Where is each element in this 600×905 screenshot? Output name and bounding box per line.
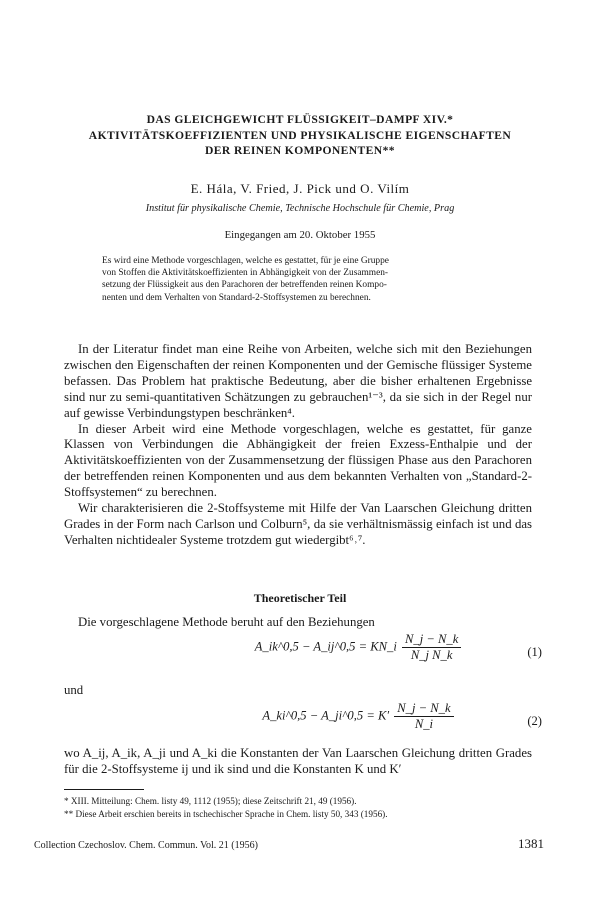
received-date: Eingegangen am 20. Oktober 1955 xyxy=(224,229,376,241)
title-line-3: DER REINEN KOMPONENTEN** xyxy=(205,144,395,157)
equation-lhs: A_ki^0,5 − A_ji^0,5 = K′ xyxy=(262,708,390,723)
fraction-numerator: N_j − N_k xyxy=(402,632,461,648)
authors: E. Hála, V. Fried, J. Pick und O. Vilím xyxy=(190,181,410,196)
abstract-line: von Stoffen die Aktivitätskoeffizienten in Abhängigkeit von der Zusammen- xyxy=(102,268,389,279)
article-title xyxy=(40,112,560,159)
footnote: * XIII. Mitteilung: Chem. listy 49, 1112 (1955); diese Zeitschrift 21, 49 (1956). xyxy=(64,796,357,806)
equation-connector: und xyxy=(64,683,84,697)
equation-expression xyxy=(194,701,524,737)
paragraph: Wir charakterisieren die 2-Stoffsysteme mit Hilfe der Van Laarschen Gleichung dritten Grades in der Form nach Carlson und Colburn⁵, da sie verhältnismässig einfach ist und das Verhalten nichtidealer Systeme trotzdem gut wiedergibt⁶˒⁷. xyxy=(64,501,532,547)
method-intro xyxy=(64,615,532,631)
equation-lhs: A_ik^0,5 − A_ij^0,5 = KN_i xyxy=(254,639,397,654)
page-number: 1381 xyxy=(518,836,544,851)
paragraph: In der Literatur findet man eine Reihe von Arbeiten, welche sich mit den Beziehungen zwischen den Eigenschaften der reinen Komponenten und der Gemische flüssiger Systeme befassen. Das Problem hat praktische Bedeutung, aber die bisher erhaltenen Ergebnisse sind nur zu semi-quantitativen Schätzungen zu gebrauchen¹⁻³, da sie sich in der Regel nur auf gewisse Verbindungstypen beschränken⁴. xyxy=(64,342,532,420)
equation-number: (2) xyxy=(527,714,542,728)
equation-expression xyxy=(194,632,524,668)
introduction xyxy=(64,342,532,549)
equation-2 xyxy=(64,701,542,737)
equation-1 xyxy=(64,632,542,668)
institute: Institut für physikalische Chemie, Technische Hochschule für Chemie, Prag xyxy=(145,203,455,214)
abstract-line: nenten und dem Verhalten von Standard-2-Stoffsystemen zu berechnen. xyxy=(102,292,371,303)
abstract-line: setzung der Flüssigkeit aus den Parachoren der betreffenden reinen Kompo- xyxy=(102,280,387,291)
paragraph: Die vorgeschlagene Methode beruht auf den Beziehungen xyxy=(78,615,375,629)
title-line-1: DAS GLEICHGEWICHT FLÜSSIGKEIT–DAMPF XIV.* xyxy=(146,113,454,126)
title-line-2: AKTIVITÄTSKOEFFIZIENTEN UND PHYSIKALISCHE EIGENSCHAFTEN xyxy=(88,128,512,142)
fraction xyxy=(394,701,453,732)
abstract xyxy=(102,255,492,304)
fraction-denominator: N_j N_k xyxy=(410,648,453,662)
abstract-line: Es wird eine Methode vorgeschlagen, welche es gestattet, für je eine Gruppe xyxy=(102,256,389,266)
constants-paragraph xyxy=(64,746,532,778)
paragraph: wo A_ij, A_ik, A_ji und A_ki die Konstanten der Van Laarschen Gleichung dritten Grades für die 2-Stoffsysteme ij und ik sind und die Konstanten K und K′ xyxy=(64,746,532,776)
equation-number: (1) xyxy=(527,645,542,659)
footnotes xyxy=(64,795,532,821)
fraction-denominator: N_i xyxy=(414,717,434,731)
paragraph: In dieser Arbeit wird eine Methode vorgeschlagen, welche es gestattet, für ganze Klassen von Verbindungen die Abhängigkeit der freien Exzess-Enthalpie und der Aktivitätskoeffizienten von der Zusammensetzung der flüssigen Phase aus den Parachoren der betreffenden reinen Komponenten und aus dem bekannten Verhalten von „Standard-2-Stoffsystemen“ zu berechnen. xyxy=(64,421,532,500)
section-heading: Theoretischer Teil xyxy=(253,591,347,605)
fraction-numerator: N_j − N_k xyxy=(394,701,453,717)
fraction xyxy=(402,632,461,663)
journal-citation: Collection Czechoslov. Chem. Commun. Vol. 21 (1956) xyxy=(34,840,258,851)
footnote: ** Diese Arbeit erschien bereits in tschechischer Sprache in Chem. listy 50, 343 (1956). xyxy=(64,809,388,819)
footnote-divider xyxy=(64,789,144,790)
